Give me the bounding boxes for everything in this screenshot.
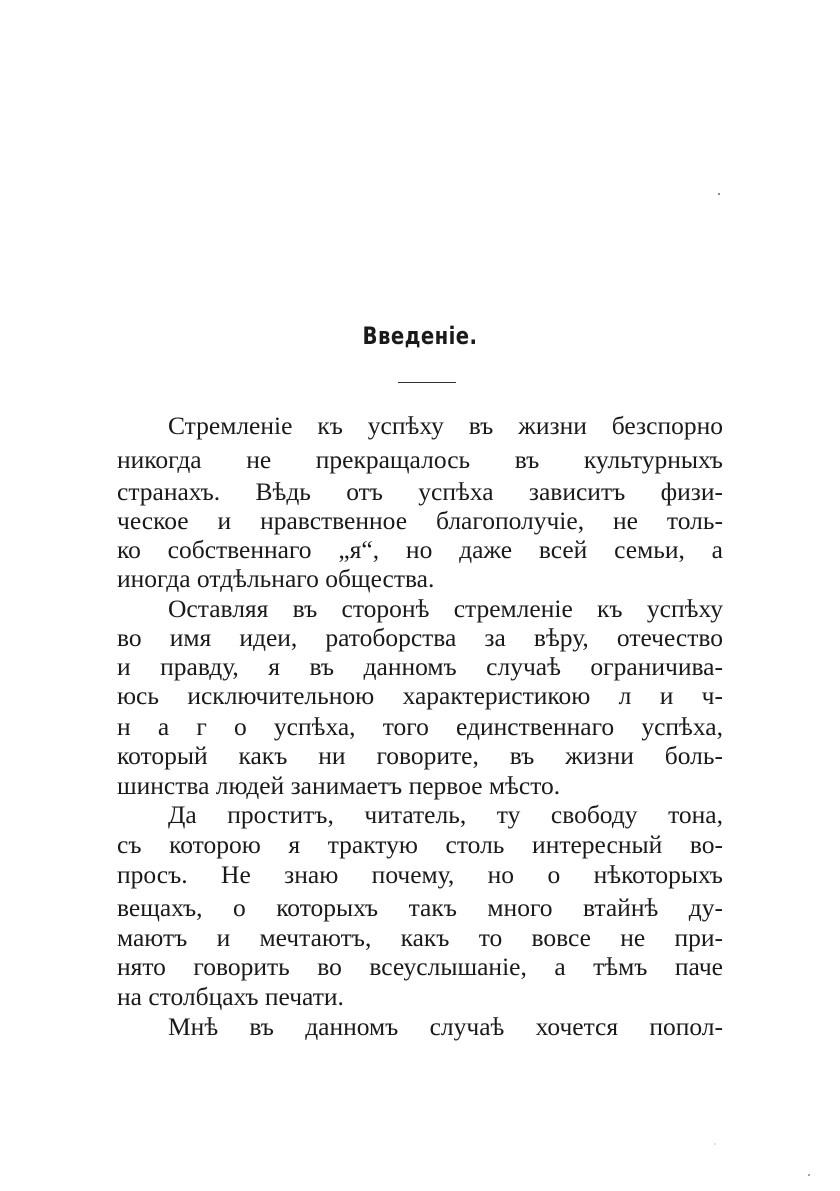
text-line: ко собственнаго „я“, но даже всей семьи, а <box>117 535 723 564</box>
text-line: Оставляя въ сторонѣ стремленіе къ успѣху <box>168 594 723 623</box>
text-line: странахъ. Вѣдь отъ успѣха зависитъ физи- <box>117 477 723 506</box>
text-line: съ которою я трактую столь интересный во- <box>117 830 723 859</box>
text-line: на столбцахъ печати. <box>117 982 344 1011</box>
page-title: Введеніе. <box>362 322 478 350</box>
text-line: маютъ и мечтаютъ, какъ то вовсе не при- <box>117 923 723 952</box>
text-line: шинства людей занимаетъ первое мѣсто. <box>117 771 561 800</box>
text-line: просъ. Не знаю почему, но о нѣкоторыхъ <box>117 860 723 889</box>
text-line: ческое и нравственное благополучіе, не толь- <box>117 506 723 535</box>
text-line: Мнѣ въ данномъ случаѣ хочется попол- <box>168 1012 723 1041</box>
title-divider <box>398 382 456 383</box>
text-line: нято говорить во всеуслышаніе, а тѣмъ паче <box>117 952 723 981</box>
text-line: н а г о успѣха, того единственнаго успѣха, <box>117 712 723 741</box>
text-line: во имя идеи, ратоборства за вѣру, отечество <box>117 623 723 652</box>
text-line: Стремленіе къ успѣху въ жизни безспорно <box>168 411 723 440</box>
text-line: вещахъ, о которыхъ такъ много втайнѣ ду- <box>117 893 723 922</box>
text-line: и правду, я въ данномъ случаѣ ограничива- <box>117 652 723 681</box>
text-line: Да проститъ, читатель, ту свободу тона, <box>168 800 723 829</box>
text-line: никогда не прекращалось въ культурныхъ <box>117 445 723 474</box>
text-line: который какъ ни говорите, въ жизни боль- <box>117 741 723 770</box>
text-line: иногда отдѣльнаго общества. <box>117 564 435 593</box>
text-line: юсь исключительною характеристикою л и ч- <box>117 681 723 710</box>
